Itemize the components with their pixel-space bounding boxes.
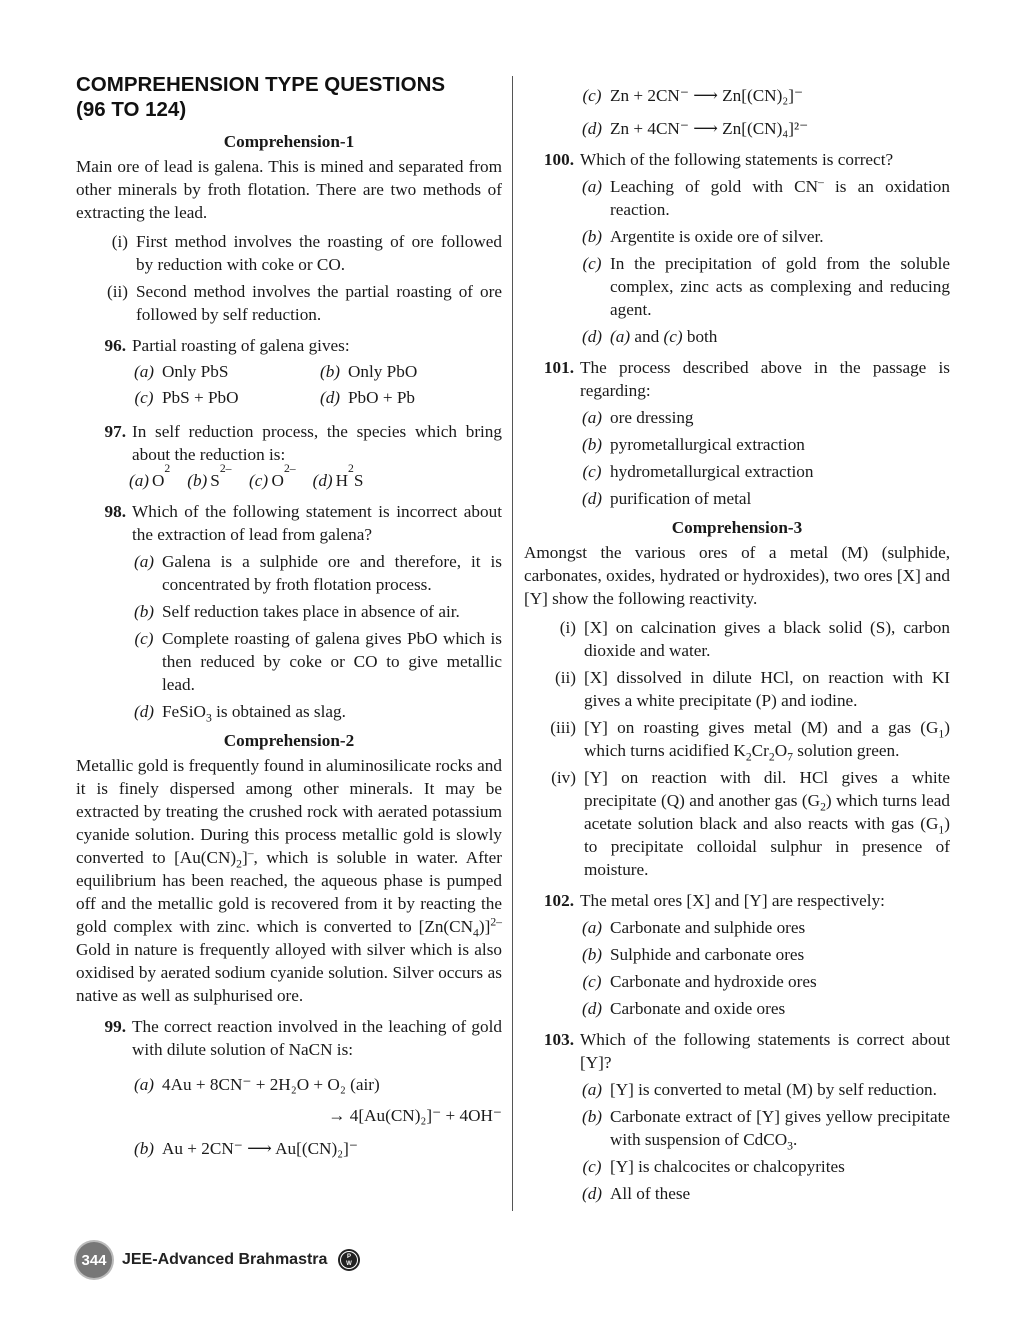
option-d: (d) H 2 S	[312, 462, 364, 490]
option-c: (c) PbS + PbO	[134, 388, 239, 407]
column-divider	[512, 76, 513, 1211]
option-b: (b) Only PbO	[319, 362, 418, 381]
option-b: (b) pyrometallurgical extraction	[581, 435, 805, 454]
option-c: (c) O 2–	[248, 462, 296, 490]
question-99-option-c: (c) Zn + 2CN⁻ ⟶ Zn[(CN)₂]⁻	[582, 86, 804, 105]
question-97-options	[76, 462, 502, 492]
option-b: (b) Argentite is oxide ore of silver.	[581, 227, 824, 246]
option-d: (d) purification of metal	[581, 489, 752, 508]
question-101: 101. The process described above in the passage is regarding: (a) ore dressing (b) pyrometallurgical extraction (c) hydrometallurgical extraction (d) purification of metal	[524, 356, 950, 510]
left-column	[76, 68, 502, 1162]
question-97: 97. In self reduction process, the species which bring about the reduction is: (a) O 2 (b) S 2– (c) O 2– (d) H 2 S	[76, 420, 502, 492]
option-a: (a) 4Au + 8CN⁻ + 2H₂O + O₂ (air)	[133, 1075, 380, 1094]
option-a: (a) Carbonate and sulphide ores	[581, 918, 806, 937]
svg-text:P: P	[347, 1254, 352, 1260]
option-a: (a) Galena is a sulphide ore and therefore, it is concentrated by froth flotation process.	[133, 552, 502, 594]
option-a: (a) [Y] is converted to metal (M) by self reduction.	[581, 1080, 937, 1099]
option-c: (c) Complete roasting of galena gives PbO which is then reduced by coke or CO to give metallic lead.	[134, 629, 502, 694]
option-a: (a) Only PbS	[133, 362, 229, 381]
book-title: JEE-Advanced Brahmastra	[122, 1251, 328, 1268]
option-a: (a) ore dressing	[581, 408, 694, 427]
section-range: (96 TO 124)	[76, 98, 187, 121]
option-b: (b) Au + 2CN⁻ ⟶ Au[(CN)₂]⁻	[133, 1139, 358, 1158]
right-column	[524, 84, 950, 1207]
option-d: (d) Carbonate and oxide ores	[581, 999, 786, 1018]
question-100: 100. Which of the following statements is correct? (a) Leaching of gold with CN– is an oxidation reaction. (b) Argentite is oxide ore of silver. (c) In the precipitation of gold from the soluble complex, zinc acts as complexing and reducing agent. (d) (a) and (c) both	[524, 148, 950, 348]
comprehension-2-title: Comprehension-2	[223, 731, 355, 750]
comprehension-3-point: (iii) [Y] on roasting gives metal (M) and a gas $(G_1)$ which turns acidified $K_2Cr_2O_7$ solution green.	[550, 718, 950, 764]
comprehension-3-point: (i) [X] on calcination gives a black solid (S), carbon dioxide and water.	[559, 618, 950, 660]
option-c: (c) [Y] is chalcocites or chalcopyrites	[582, 1157, 845, 1176]
option-b: (b) Carbonate extract of [Y] gives yellow precipitate with suspension of CdCO$_3$.	[581, 1107, 950, 1153]
option-b: (b) Sulphide and carbonate ores	[581, 945, 805, 964]
question-102: 102. The metal ores [X] and [Y] are respectively: (a) Carbonate and sulphide ores (b) Sulphide and carbonate ores (c) Carbonate and hydroxide ores (d) Carbonate and oxide ores	[524, 889, 950, 1020]
question-99: 99. The correct reaction involved in the leaching of gold with dilute solution of NaCN is: (a) 4Au + 8CN⁻ + 2H₂O + O₂ (air) → 4[Au(CN)₂]⁻ + 4OH⁻ (b) Au + 2CN⁻ ⟶ Au[(CN)₂]⁻	[76, 1015, 502, 1160]
comprehension-1-point: (i) First method involves the roasting of ore followed by reduction with coke or CO.	[111, 232, 502, 274]
section-title: COMPREHENSION TYPE QUESTIONS	[76, 73, 446, 96]
comprehension-3-point: (ii) [X] dissolved in dilute HCl, on reaction with KI gives a white precipitate (P) and iodine.	[555, 668, 950, 710]
option-c: (c) Carbonate and hydroxide ores	[582, 972, 817, 991]
comprehension-1-point: (ii) Second method involves the partial roasting of ore followed by self reduction.	[107, 282, 502, 324]
option-b: (b) S 2–	[187, 462, 232, 490]
option-a-continuation: → 4[Au(CN)₂]⁻ + 4OH⁻	[328, 1106, 502, 1125]
option-d: (d) (a) and (c) both	[581, 327, 718, 346]
comprehension-3-passage: Amongst the various ores of a metal (M) (sulphide, carbonates, oxides, hydrated or hydroxides), two ores [X] and [Y] show the following reactivity.	[524, 543, 950, 608]
option-d: (d) FeSiO$_3$ is obtained as slag.	[133, 702, 346, 725]
question-98: 98. Which of the following statement is incorrect about the extraction of lead from galena? (a) Galena is a sulphide ore and therefore, it is concentrated by froth flotation process. (b) Self reduction takes place in absence of air. (c) Complete roasting of galena gives PbO which is then reduced by coke or CO to give metallic lead. (d) FeSiO$_3$ is obtained as slag.	[76, 500, 502, 723]
section-heading	[76, 72, 502, 122]
question-103: 103. Which of the following statements is correct about [Y]? (a) [Y] is converted to metal (M) by self reduction. (b) Carbonate extract of [Y] gives yellow precipitate with suspension of CdCO$_3$. (c) [Y] is chalcocites or chalcopyrites (d) All of these	[524, 1028, 950, 1205]
question-96-options	[76, 360, 502, 412]
option-c: (c) hydrometallurgical extraction	[582, 462, 814, 481]
comprehension-3-title: Comprehension-3	[671, 518, 803, 537]
comprehension-1-title: Comprehension-1	[223, 132, 355, 151]
comprehension-1-passage: Main ore of lead is galena. This is mined and separated from other minerals by froth flotation. There are two methods of extracting the lead.	[76, 157, 502, 222]
comprehension-3-point: (iv) [Y] on reaction with dil. HCl gives a white precipitate (Q) and another gas $(G_2)$ which turns lead acetate solution black and also reacts with gas $(G_1)$ to precipitate colloidal sulphur in presence of moisture.	[551, 768, 950, 879]
comprehension-2-passage: Metallic gold is frequently found in aluminosilicate rocks and it is finely dispersed among other minerals. It may be extracted by treating the crushed rock with aerated potassium cyanide solution. During this process metallic gold is slowly converted to $[Au(CN)_2]^-$, which is soluble in water. After equilibrium has been reached, the aqueous phase is pumped off and the metallic gold is recovered from it by reacting the gold complex with zinc. which is converted to $[Zn(CN_4)]^{2-}$ Gold in nature is frequently alloyed with silver which is also oxidised by aerated sodium cyanide solution. Silver occurs as native as well as sulphurised ore.	[76, 756, 502, 1005]
option-c: (c) In the precipitation of gold from the soluble complex, zinc acts as complexing and reducing agent.	[582, 254, 950, 319]
option-d: (d) All of these	[581, 1184, 691, 1203]
svg-text:W: W	[346, 1261, 353, 1267]
question-96: 96. Partial roasting of galena gives: (a) Only PbS (b) Only PbO (c) PbS + PbO (d) PbO + Pb	[76, 334, 502, 412]
option-d: (d) PbO + Pb	[319, 388, 416, 407]
page-footer	[76, 1242, 361, 1278]
question-99-option-d: (d) Zn + 4CN⁻ ⟶ Zn[(CN)₄]²⁻	[581, 119, 809, 138]
page-number: 344	[76, 1242, 112, 1278]
option-b: (b) Self reduction takes place in absence of air.	[133, 602, 460, 621]
option-a: (a) O 2	[128, 462, 171, 490]
pw-logo-icon	[337, 1248, 361, 1272]
option-a: (a) Leaching of gold with CN– is an oxidation reaction.	[581, 175, 950, 219]
